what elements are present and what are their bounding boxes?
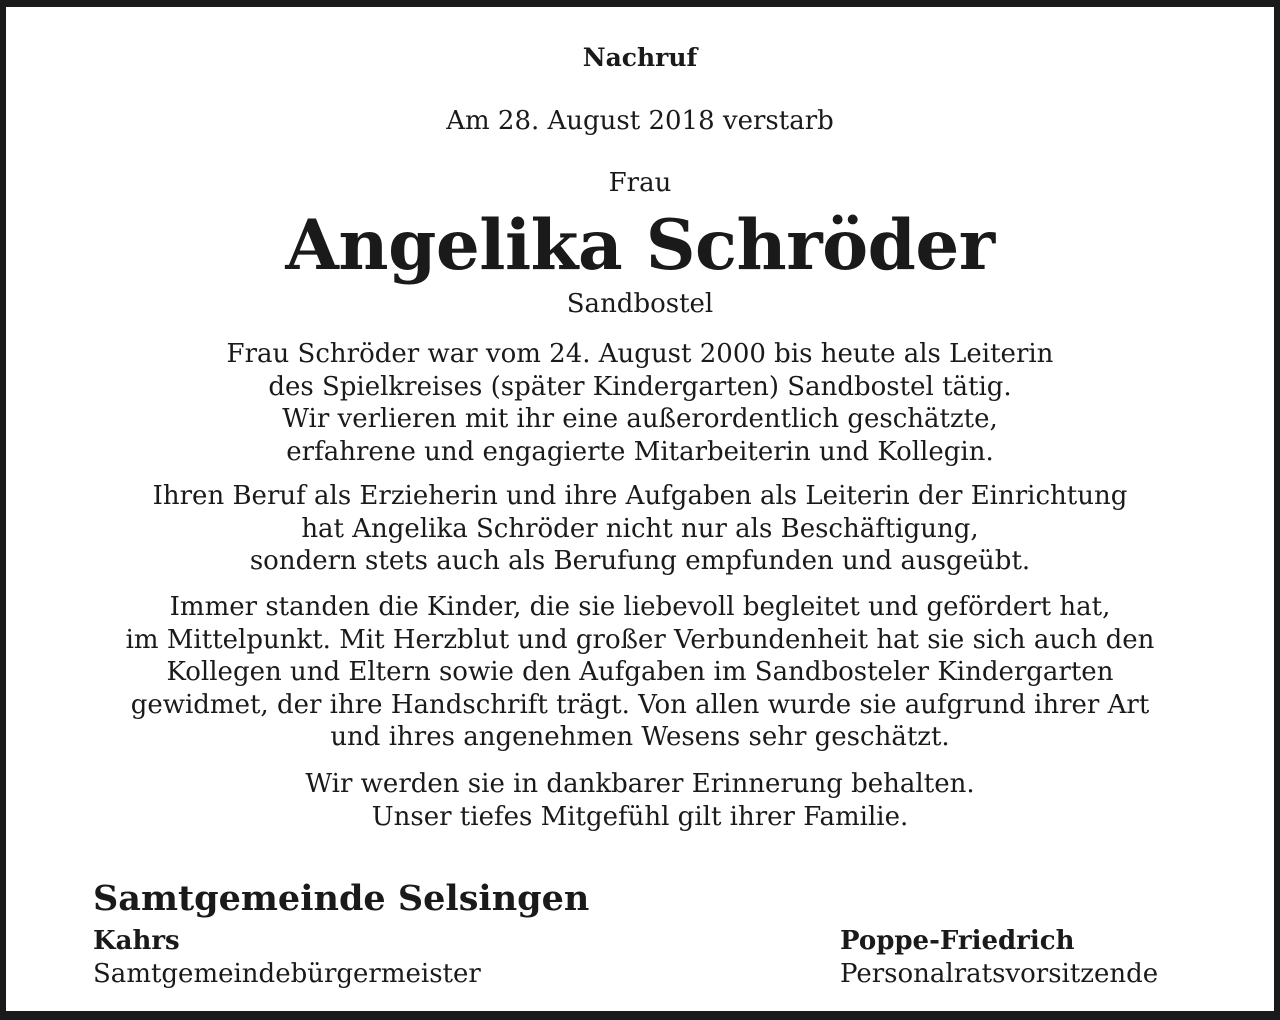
paragraph-line: hat Angelika Schröder nicht nur als Beschäftigung, (301, 513, 979, 544)
place-of-residence: Sandbostel (566, 289, 714, 319)
paragraph-line: Immer standen die Kinder, die sie liebevoll begleitet und gefördert hat, (169, 592, 1111, 622)
paragraph-children (0, 591, 1280, 754)
paragraph-line: Wir verlieren mit ihr eine außerordentlich geschätzte, (282, 404, 998, 434)
signatory-right (840, 925, 1158, 991)
paragraph-vocation (0, 480, 1280, 578)
paragraph-line: Unser tiefes Mitgefühl gilt ihrer Familie. (371, 801, 909, 832)
paragraph-line: gewidmet, der ihre Handschrift trägt. Von allen wurde sie aufgrund ihrer Art (130, 689, 1150, 720)
paragraph-line: und ihres angenehmen Wesens sehr geschätzt. (330, 722, 950, 752)
paragraph-line: Frau Schröder war vom 24. August 2000 bis heute als Leiterin (226, 339, 1054, 369)
death-dateline: Am 28. August 2018 verstarb (446, 106, 834, 136)
paragraph-condolence (0, 768, 1280, 833)
signatory-name: Poppe-Friedrich (840, 926, 1075, 956)
paragraph-line: sondern stets auch als Berufung empfunden und ausgeübt. (249, 546, 1031, 576)
deceased-name: Angelika Schröder (285, 205, 995, 286)
paragraph-line: im Mittelpunkt. Mit Herzblut und großer Verbundenheit hat sie sich auch den (125, 624, 1155, 655)
signatory-role: Personalratsvorsitzende (840, 959, 1159, 989)
signatory-name: Kahrs (93, 926, 180, 956)
salutation: Frau (608, 168, 672, 198)
signatory-role: Samtgemeindebürgermeister (93, 959, 481, 989)
paragraph-line: des Spielkreises (später Kindergarten) Sandbostel tätig. (268, 371, 1012, 402)
paragraph-career (0, 338, 1280, 468)
paragraph-line: Wir werden sie in dankbarer Erinnerung behalten. (305, 769, 975, 799)
paragraph-line: Kollegen und Eltern sowie den Aufgaben im Sandbosteler Kindergarten (166, 657, 1114, 687)
signatory-left (93, 925, 481, 991)
paragraph-line: erfahrene und engagierte Mitarbeiterin und Kollegin. (286, 436, 994, 467)
organization-name: Samtgemeinde Selsingen (93, 878, 590, 919)
notice-heading: Nachruf (582, 43, 698, 72)
paragraph-line: Ihren Beruf als Erzieherin und ihre Aufgaben als Leiterin der Einrichtung (152, 481, 1128, 511)
